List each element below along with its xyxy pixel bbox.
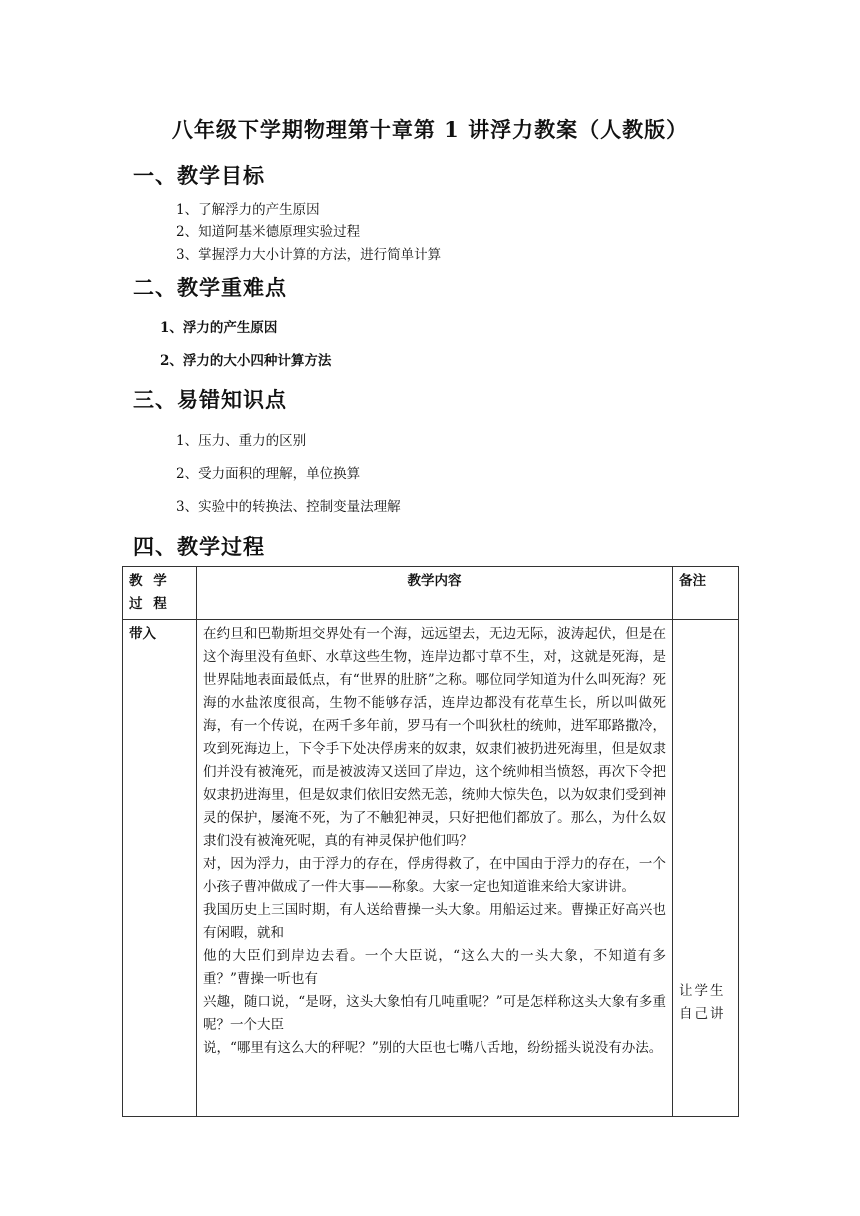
stage-cell: 带入: [123, 620, 197, 1117]
mistake-item: 2、受力面积的理解，单位换算: [176, 466, 361, 482]
key-point-item: 1、浮力的产生原因: [160, 320, 278, 336]
goal-item: 2、知道阿基米德原理实验过程: [176, 224, 361, 240]
section-heading-key-points: 二、教学重难点: [133, 275, 287, 300]
goal-item: 1、了解浮力的产生原因: [176, 202, 320, 218]
section-heading-teaching-process: 四、教学过程: [133, 534, 265, 559]
section-heading-common-mistakes: 三、易错知识点: [133, 387, 287, 412]
content-cell: [197, 620, 673, 1117]
header-notes: 备注: [673, 567, 739, 620]
note-text: 让学生自己讲: [679, 983, 726, 1022]
header-stage: 教 学 过 程: [123, 567, 197, 620]
teaching-process-table: [122, 566, 739, 1117]
document-title: 八年级下学期物理第十章第 1 讲浮力教案（人教版）: [171, 117, 689, 142]
note-cell: [673, 620, 739, 1117]
content-paragraph: 我国历史上三国时期，有人送给曹操一头大象。用船运过来。曹操正好高兴也有闲暇，就和: [203, 902, 666, 941]
mistake-item: 3、实验中的转换法、控制变量法理解: [176, 499, 401, 515]
content-paragraph: 对，因为浮力，由于浮力的存在，俘虏得救了，在中国由于浮力的存在，一个小孩子曹冲做成了一件大事——称象。大家一定也知道谁来给大家讲讲。: [203, 856, 666, 895]
header-content: 教学内容: [197, 567, 673, 620]
content-paragraph: 兴趣，随口说，“是呀，这头大象怕有几吨重呢？”可是怎样称这头大象有多重呢？一个大臣: [203, 994, 666, 1033]
mistake-item: 1、压力、重力的区别: [176, 433, 307, 449]
content-paragraph: 说，“哪里有这么大的秤呢？”别的大臣也七嘴八舌地，纷纷摇头说没有办法。: [203, 1040, 663, 1056]
table-row: [123, 620, 739, 1117]
section-heading-teaching-goals: 一、教学目标: [133, 163, 265, 188]
goal-item: 3、掌握浮力大小计算的方法，进行简单计算: [176, 247, 442, 263]
content-paragraph: 他的大臣们到岸边去看。一个大臣说，“这么大的一头大象，不知道有多重？”曹操一听也有: [203, 948, 666, 987]
key-point-item: 2、浮力的大小四种计算方法: [160, 353, 332, 369]
content-paragraph: 在约旦和巴勒斯坦交界处有一个海，远远望去，无边无际，波涛起伏，但是在这个海里没有鱼虾、水草这些生物，连岸边都寸草不生，对，这就是死海，是世界陆地表面最低点，有“世界的肚脐”之称。哪位同学知道为什么叫死海？死海的水盐浓度很高，生物不能够存活，连岸边都没有花草生长，所以叫做死海，有一个传说，在两千多年前，罗马有一个叫狄杜的统帅，进军耶路撒冷，攻到死海边上，下令手下处决俘虏来的奴隶，奴隶们被扔进死海里，但是奴隶们并没有被淹死，而是被波涛又送回了岸边，这个统帅相当愤怒，再次下令把奴隶扔进海里，但是奴隶们依旧安然无恙，统帅大惊失色，以为奴隶们受到神灵的保护，屡淹不死，为了不触犯神灵，只好把他们都放了。那么，为什么奴隶们没有被淹死呢，真的有神灵保护他们吗？: [203, 626, 666, 849]
table-header-row: [123, 567, 739, 620]
